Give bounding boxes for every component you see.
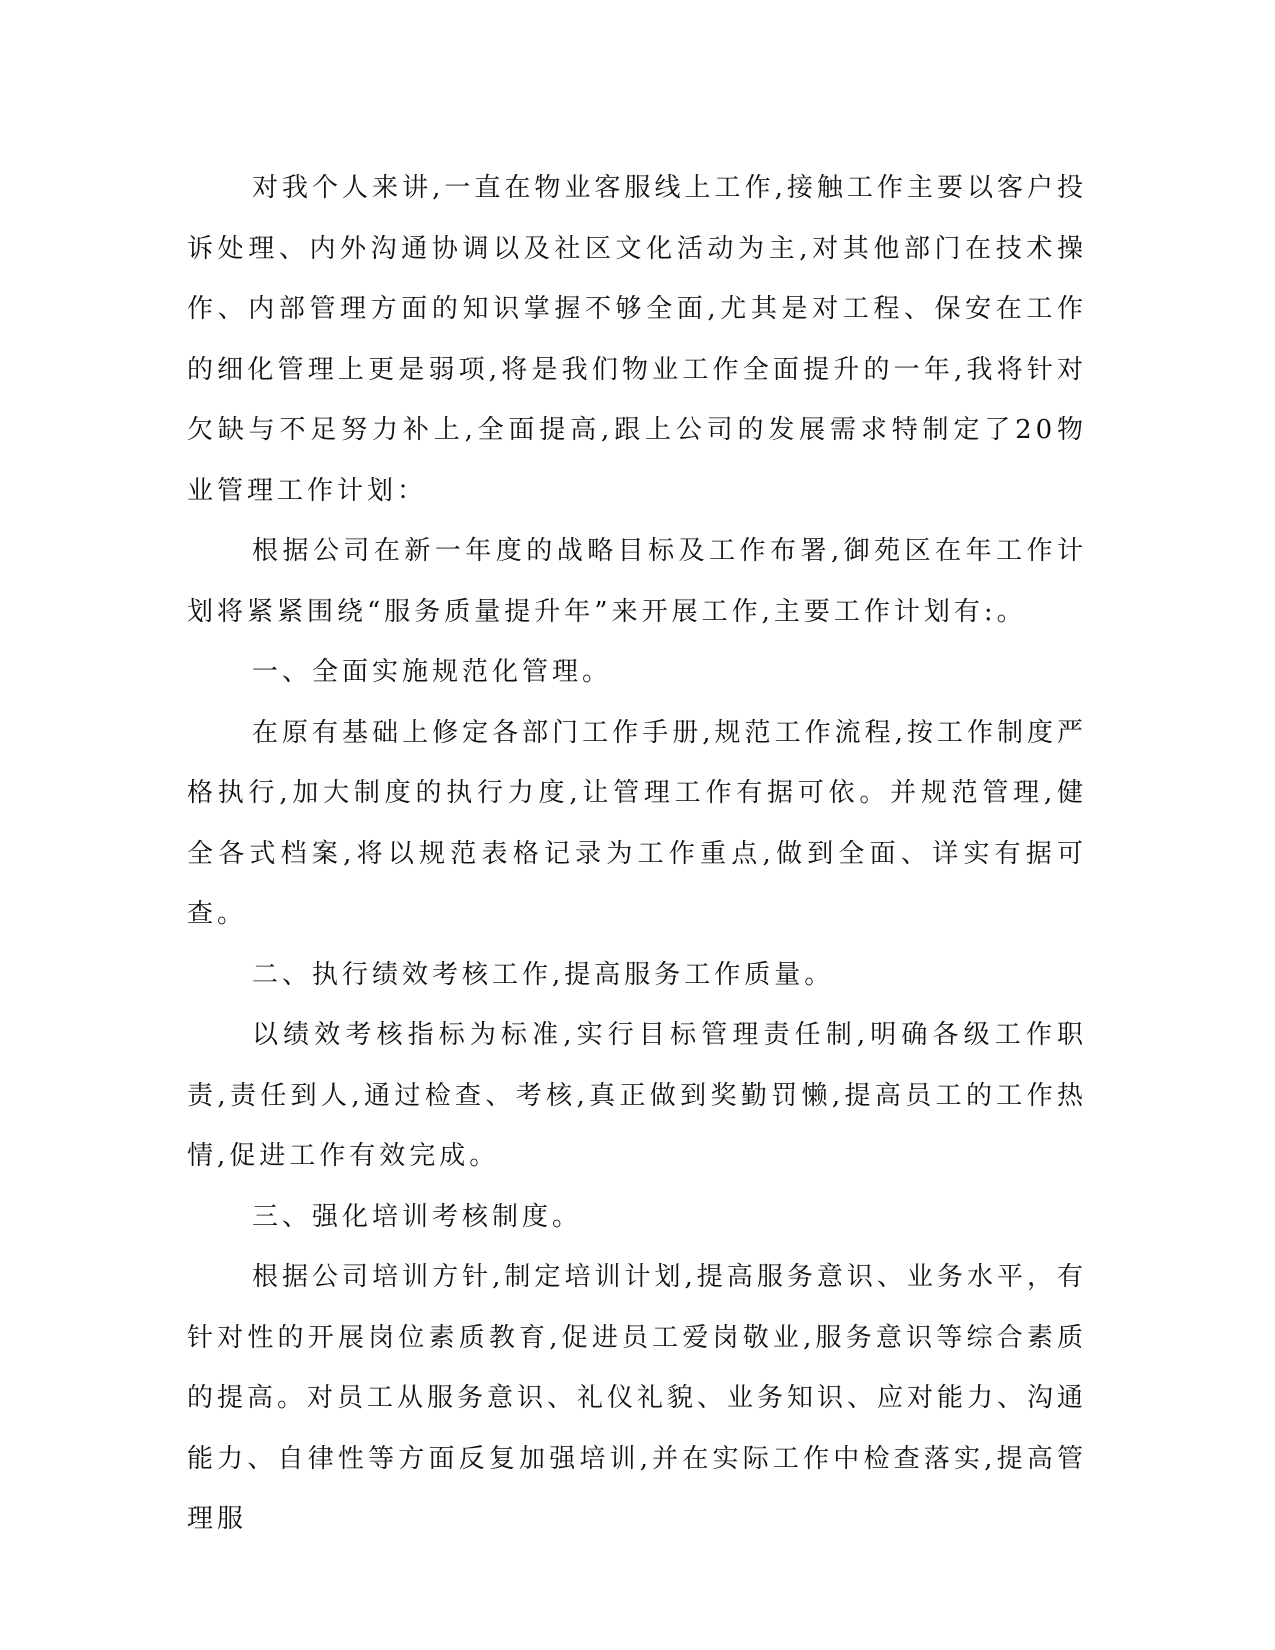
paragraph-section-3: 根据公司培训方针,制定培训计划,提高服务意识、业务水平，有针对性的开展岗位素质教育,促进员工爱岗敬业,服务意识等综合素质的提高。对员工从服务意识、礼仪礼貌、业务知识、应对能力、沟通能力、自律性等方面反复加强培训,并在实际工作中检查落实,提高管理服 [187,1262,1088,1534]
paragraph-plan-overview: 根据公司在新一年度的战略目标及工作布署,御苑区在年工作计划将紧紧围绕“服务质量提升年”来开展工作,主要工作计划有:。 [187,536,1087,627]
paragraph-section-2: 以绩效考核指标为标准,实行目标管理责任制,明确各级工作职责,责任到人,通过检查、考核,真正做到奖勤罚懒,提高员工的工作热情,促进工作有效完成。 [187,1020,1087,1171]
paragraph-intro: 对我个人来讲,一直在物业客服线上工作,接触工作主要以客户投诉处理、内外沟通协调以及社区文化活动为主,对其他部门在技术操作、内部管理方面的知识掌握不够全面,尤其是对工程、保安在工作的细化管理上更是弱项,将是我们物业工作全面提升的一年,我将针对欠缺与不足努力补上,全面提高,跟上公司的发展需求特制定了20物业管理工作计划： [187,173,1087,506]
section-heading-2: 二、执行绩效考核工作,提高服务工作质量。 [252,959,835,990]
section-heading-1: 一、全面实施规范化管理。 [252,657,613,687]
paragraph-section-1: 在原有基础上修定各部门工作手册,规范工作流程,按工作制度严格执行,加大制度的执行力度,让管理工作有据可依。并规范管理,健全各式档案,将以规范表格记录为工作重点,做到全面、详实有据可查。 [187,717,1087,929]
section-heading-3: 三、强化培训考核制度。 [252,1201,583,1232]
document-body [187,158,1087,1550]
